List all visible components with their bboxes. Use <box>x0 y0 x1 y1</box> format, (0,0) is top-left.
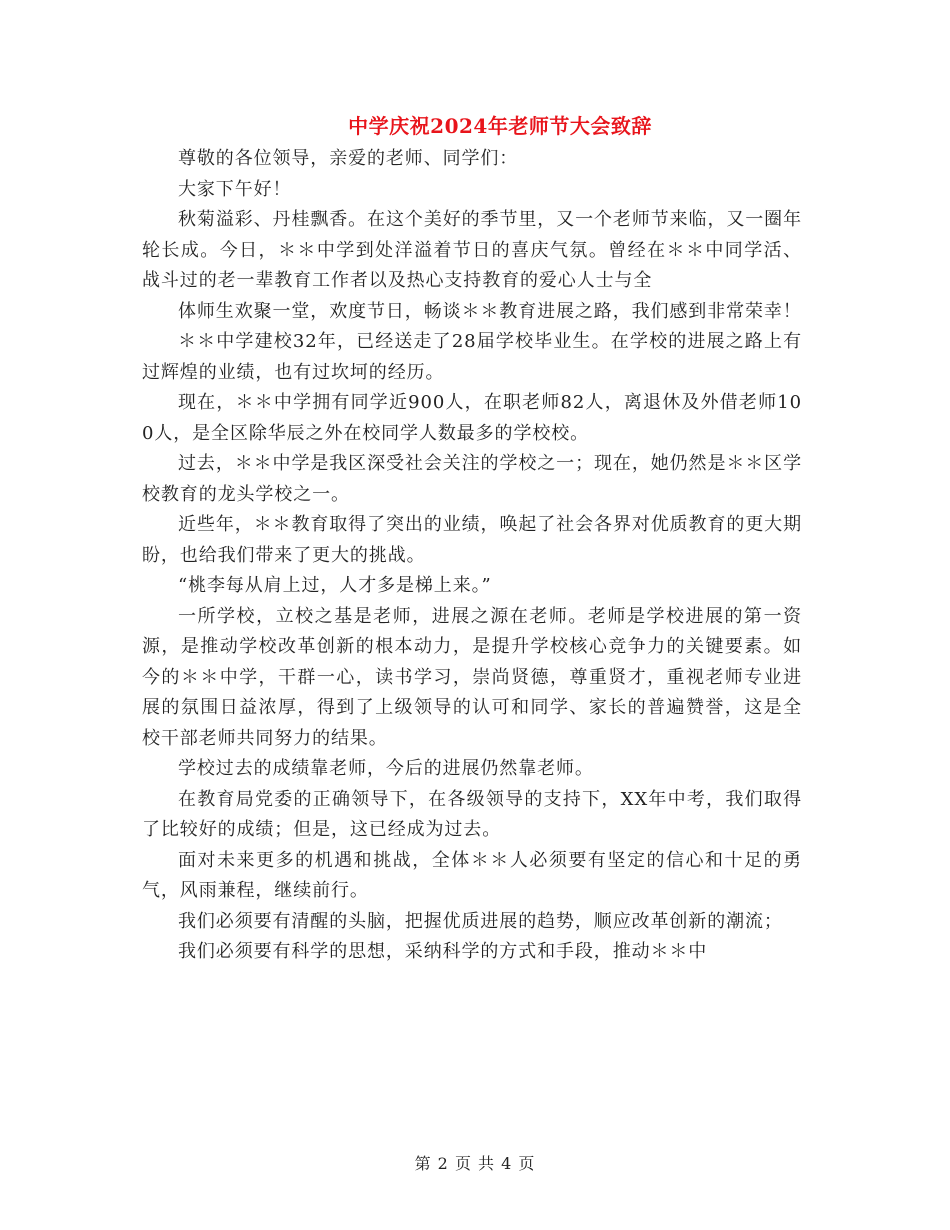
body-paragraph: 近些年，＊＊教育取得了突出的业绩，唤起了社会各界对优质教育的更大期盼，也给我们带来了更大的挑战。 <box>142 514 802 566</box>
body-paragraph: 秋菊溢彩、丹桂飘香。在这个美好的季节里，又一个老师节来临，又一圈年轮长成。今日，＊＊中学到处洋溢着节日的喜庆气氛。曾经在＊＊中同学活、战斗过的老一辈教育工作者以及热心支持教育的爱心人士与全 <box>142 209 802 291</box>
salutation-paragraph: 尊敬的各位领导，亲爱的老师、同学们： <box>178 148 519 169</box>
body-paragraph: 学校过去的成绩靠老师，今后的进展仍然靠老师。 <box>178 758 594 779</box>
body-paragraph: 我们必须要有科学的思想，采纳科学的方式和手段，推动＊＊中 <box>178 941 708 962</box>
body-paragraph: 一所学校，立校之基是老师，进展之源在老师。老师是学校进展的第一资源，是推动学校改革创新的根本动力，是提升学校核心竞争力的关键要素。如今的＊＊中学，干群一心，读书学习，崇尚贤德，尊重贤才，重视老师专业进展的氛围日益浓厚，得到了上级领导的认可和同学、家长的普遍赞誉，这是全校干部老师共同努力的结果。 <box>142 605 802 749</box>
quote-paragraph: “桃李每从肩上过，人才多是梯上来。” <box>178 575 492 596</box>
body-paragraph: 体师生欢聚一堂，欢度节日，畅谈＊＊教育进展之路，我们感到非常荣幸！ <box>178 300 802 322</box>
page-number-footer: 第 2 页 共 4 页 <box>414 1154 536 1173</box>
body-paragraph: 过去，＊＊中学是我区深受社会关注的学校之一；现在，她仍然是＊＊区学校教育的龙头学校之一。 <box>142 453 802 505</box>
document-body <box>142 144 802 968</box>
body-paragraph: 面对未来更多的机遇和挑战，全体＊＊人必须要有坚定的信心和十足的勇气，风雨兼程，继续前行。 <box>142 849 802 901</box>
body-paragraph: 我们必须要有清醒的头脑，把握优质进展的趋势，顺应改革创新的潮流； <box>178 910 783 932</box>
body-paragraph: 现在，＊＊中学拥有同学近900人，在职老师82人，离退休及外借老师100人，是全区除华辰之外在校同学人数最多的学校校。 <box>142 392 802 444</box>
greeting-paragraph: 大家下午好！ <box>178 178 292 200</box>
body-paragraph: ＊＊中学建校32年，已经送走了28届学校毕业生。在学校的进展之路上有过辉煌的业绩，也有过坎坷的经历。 <box>142 331 802 383</box>
body-paragraph: 在教育局党委的正确领导下，在各级领导的支持下，XX年中考，我们取得了比较好的成绩；但是，这已经成为过去。 <box>142 788 802 840</box>
document-title: 中学庆祝2024年老师节大会致辞 <box>348 114 652 138</box>
